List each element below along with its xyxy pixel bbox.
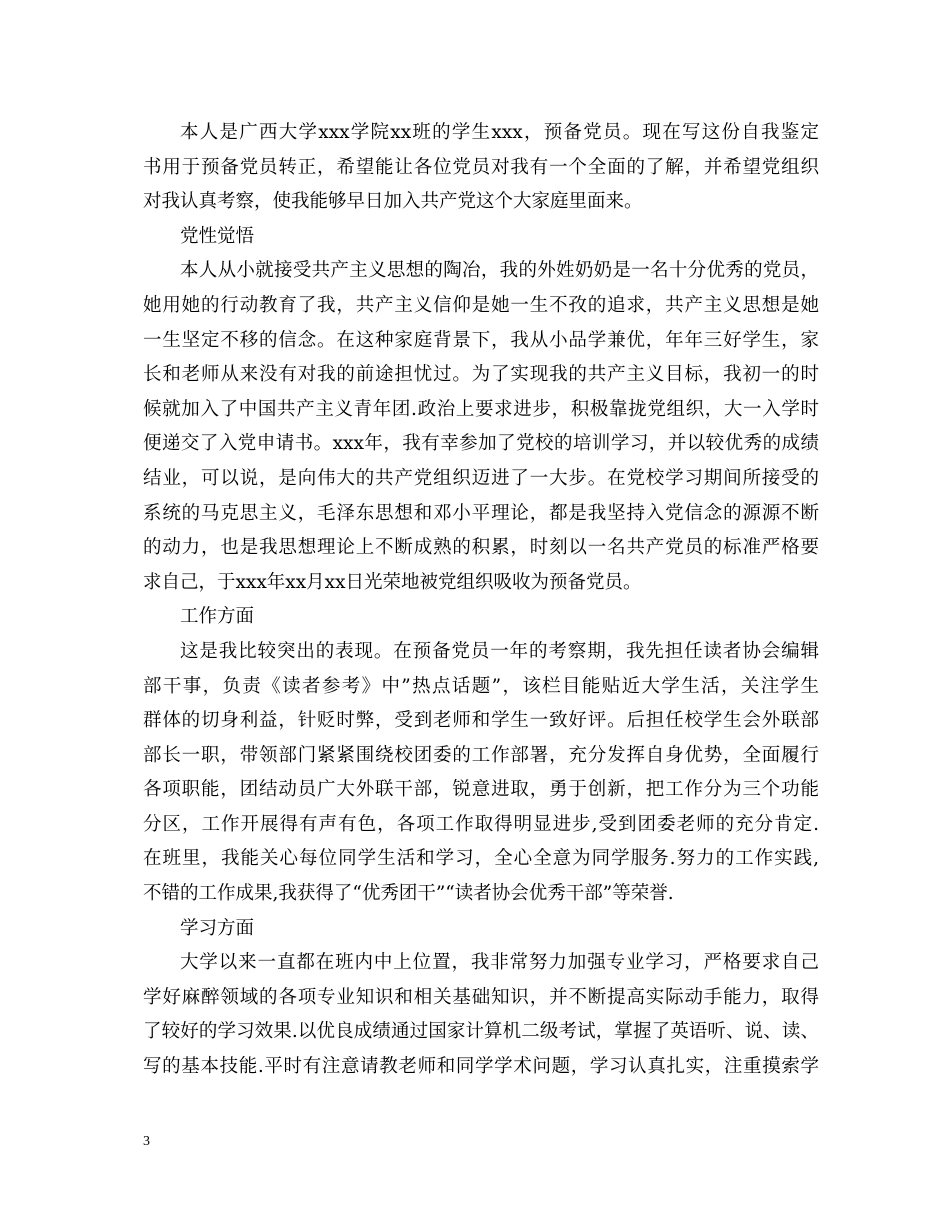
section-heading-work: 工作方面 (180, 606, 255, 628)
text-line: 结业，可以说，是向伟大的共产党组织迈进了一大步。在党校学习期间所接受的 (143, 467, 819, 489)
section-heading-study: 学习方面 (180, 917, 255, 939)
text-line: 的动力，也是我思想理论上不断成熟的积累，时刻以一名共产党员的标准严格要 (143, 537, 819, 559)
text-line: 本人是广西大学xxx学院xx班的学生xxx，预备党员。现在写这份自我鉴定 (180, 122, 819, 143)
text-line: 分区，工作开展得有声有色，各项工作取得明显进步,受到团委老师的充分肯定. (143, 813, 819, 835)
text-line: 书用于预备党员转正，希望能让各位党员对我有一个全面的了解，并希望党组织 (143, 156, 819, 178)
text-line: 各项职能，团结动员广大外联干部，锐意进取，勇于创新，把工作分为三个功能 (143, 779, 819, 801)
text-line: 学好麻醉领域的各项专业知识和相关基础知识，并不断提高实际动手能力，取得 (143, 986, 819, 1008)
text-line: 便递交了入党申请书。xxx年，我有幸参加了党校的培训学习，并以较优秀的成绩 (143, 433, 819, 455)
text-line: 对我认真考察，使我能够早日加入共产党这个大家庭里面来。 (143, 191, 643, 213)
text-line: 部干事，负责《读者参考》中”热点话题”，该栏目能贴近大学生活，关注学生 (143, 675, 819, 697)
text-line: 群体的切身利益，针贬时弊，受到老师和学生一致好评。后担任校学生会外联部 (143, 710, 819, 732)
text-line: 大学以来一直都在班内中上位置，我非常努力加强专业学习，严格要求自己 (180, 952, 819, 974)
text-line: 候就加入了中国共产主义青年团.政治上要求进步，积极靠拢党组织，大一入学时 (143, 398, 819, 420)
text-line: 她用她的行动教育了我，共产主义信仰是她一生不孜的追求，共产主义思想是她 (143, 294, 819, 316)
section-heading-party-awareness: 党性觉悟 (180, 225, 255, 247)
text-line: 在班里，我能关心每位同学生活和学习，全心全意为同学服务.努力的工作实践, (143, 848, 819, 870)
text-line: 这是我比较突出的表现。在预备党员一年的考察期，我先担任读者协会编辑 (180, 640, 819, 662)
text-line: 本人从小就接受共产主义思想的陶冶，我的外姓奶奶是一名十分优秀的党员， (180, 260, 819, 282)
text-line: 系统的马克思主义，毛泽东思想和邓小平理论，都是我坚持入党信念的源源不断 (143, 502, 819, 524)
document-body (143, 116, 819, 1085)
text-line: 长和老师从来没有对我的前途担忧过。为了实现我的共产主义目标，我初一的时 (143, 364, 819, 386)
text-line: 了较好的学习效果.以优良成绩通过国家计算机二级考试，掌握了英语听、说、读、 (143, 1021, 819, 1043)
text-line: 一生坚定不移的信念。在这种家庭背景下，我从小品学兼优，年年三好学生，家 (143, 329, 819, 351)
text-line: 不错的工作成果,我获得了“优秀团干”“读者协会优秀干部”等荣誉. (143, 883, 674, 905)
page-number: 3 (143, 1134, 150, 1149)
text-line: 求自己，于xxx年xx月xx日光荣地被党组织吸收为预备党员。 (143, 571, 642, 593)
text-line: 部长一职，带领部门紧紧围绕校团委的工作部署，充分发挥自身优势，全面履行 (143, 744, 819, 766)
text-line: 写的基本技能.平时有注意请教老师和同学学术问题，学习认真扎实，注重摸索学 (143, 1056, 819, 1078)
